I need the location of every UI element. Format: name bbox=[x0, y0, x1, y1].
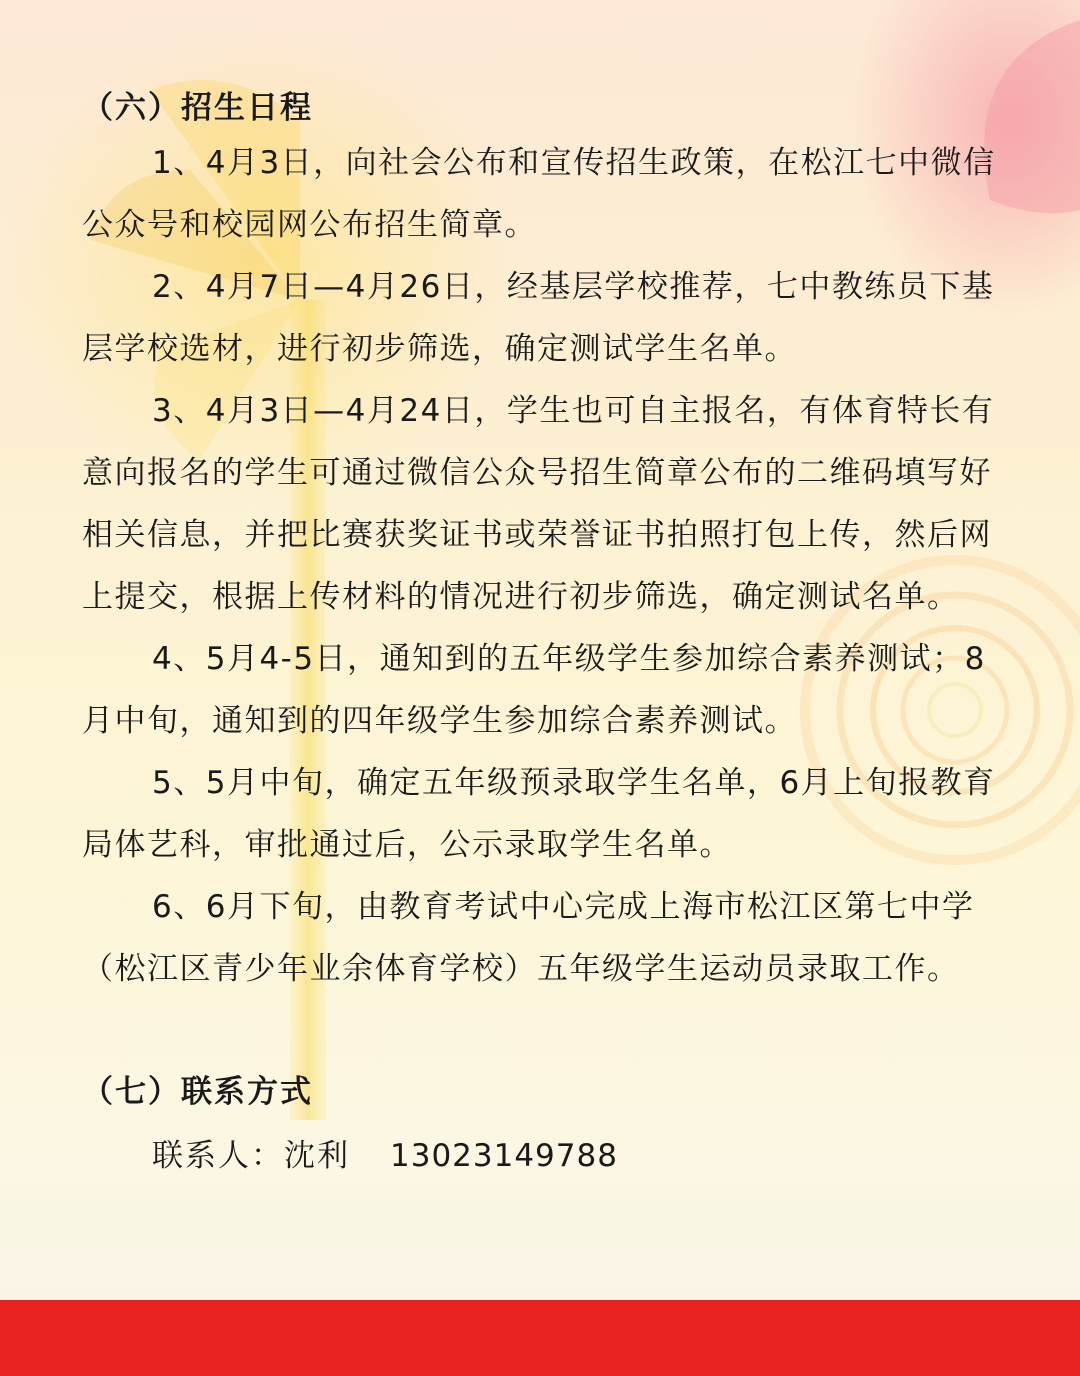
section-6-heading: （六）招生日程 bbox=[82, 90, 313, 126]
footer-red-bar bbox=[0, 1300, 1080, 1376]
schedule-item-6: 6、6月下旬，由教育考试中心完成上海市松江区第七中学（松江区青少年业余体育学校）五年级学生运动员录取工作。 bbox=[82, 889, 975, 987]
schedule-item-2: 2、4月7日—4月26日，经基层学校推荐，七中教练员下基层学校选材，进行初步筛选，确定测试学生名单。 bbox=[82, 269, 995, 367]
schedule-item-4: 4、5月4-5日，通知到的五年级学生参加综合素养测试；8月中旬，通知到的四年级学生参加综合素养测试。 bbox=[82, 641, 986, 739]
contact-phone: 13023149788 bbox=[390, 1138, 618, 1174]
section-7-heading: （七）联系方式 bbox=[82, 1074, 313, 1110]
contact-line bbox=[152, 1130, 618, 1175]
schedule-item-5: 5、5月中旬，确定五年级预录取学生名单，6月上旬报教育局体艺科，审批通过后，公示录取学生名单。 bbox=[82, 765, 996, 863]
schedule-item-1: 1、4月3日，向社会公布和宣传招生政策，在松江七中微信公众号和校园网公布招生简章。 bbox=[82, 145, 996, 243]
schedule-item-3: 3、4月3日—4月24日，学生也可自主报名，有体育特长有意向报名的学生可通过微信公众号招生简章公布的二维码填写好相关信息，并把比赛获奖证书或荣誉证书拍照打包上传，然后网上提交，根据上传材料的情况进行初步筛选，确定测试名单。 bbox=[82, 393, 995, 615]
contact-person: 联系人：沈利 bbox=[152, 1138, 350, 1174]
